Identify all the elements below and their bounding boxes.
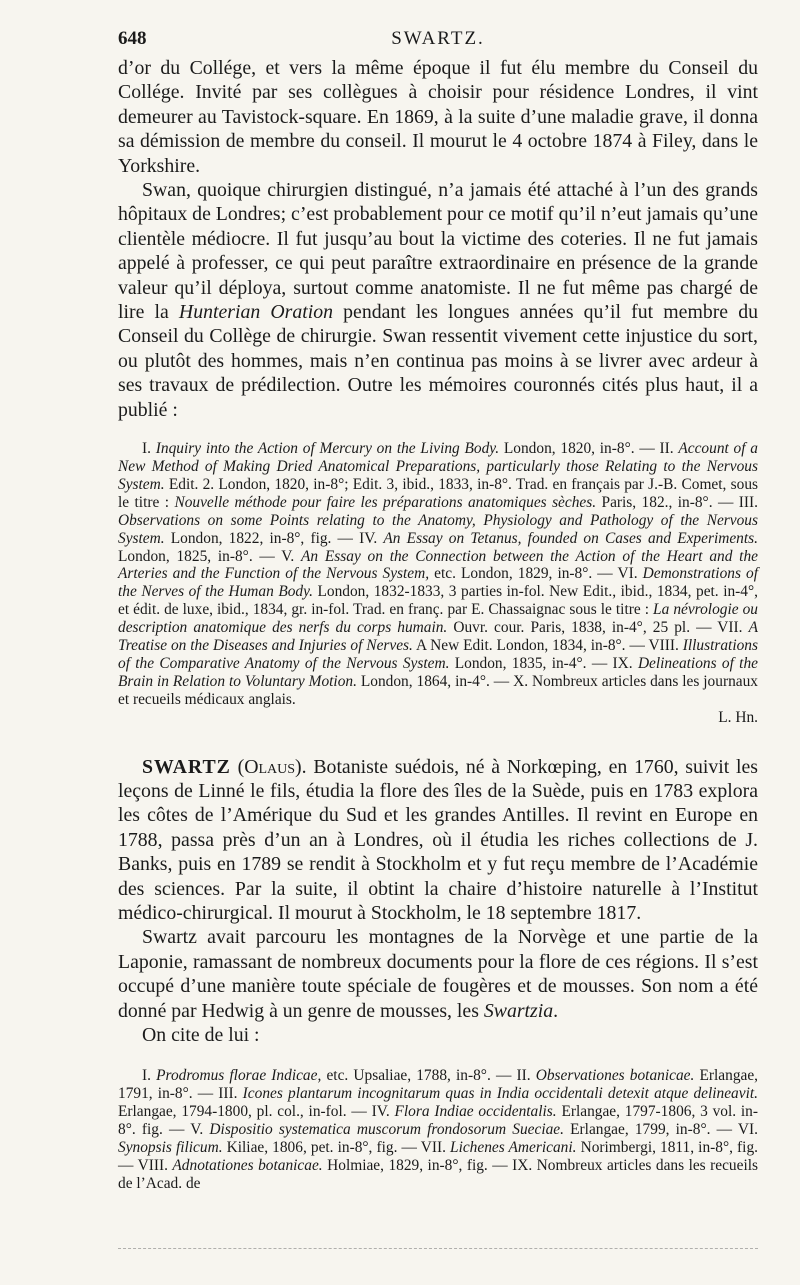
swartz-paragraph-2-text: Swartz avait parcouru les montagnes de la Norvège et une partie de la Laponie, ramassant de nombreux documents pour la flore de ces régions. Il s’est occupé d’une manière toute spéciale de fougères et de mousses. Son nom a été donné par Hedwig à un genre de mousses, les	[118, 926, 758, 1022]
biblio-title: Synopsis filicum.	[118, 1139, 223, 1157]
biblio-title: Lichenes Americani.	[450, 1139, 577, 1157]
hunterian-oration-title: Hunterian Oration	[178, 301, 334, 324]
running-head: SWARTZ.	[391, 28, 485, 49]
page-body	[118, 56, 758, 1193]
biblio-text: I.	[142, 1067, 157, 1085]
biblio-title: Observations on some Points relating to the Anatomy, Physiology and Pathology of the Nervous System.	[118, 511, 758, 547]
biblio-text: etc. London, 1829, in-8°. — VI.	[429, 565, 643, 583]
biblio-text: London, 1822, in-8°, fig. — IV.	[164, 529, 384, 547]
biblio-text: Paris, 182., in-8°. — III.	[596, 493, 759, 511]
biblio-title: Account of a New Method of Making Dried Anatomical Preparations, particularly those Relating to the Nervous System.	[118, 440, 758, 493]
biblio-title: Adnotationes botanicae.	[172, 1157, 323, 1174]
entry-first-name: (Olaus)	[237, 755, 302, 778]
entry-headword: SWARTZ	[142, 755, 231, 778]
biblio-title: La névrologie ou description anatomique des nerfs du corps humain.	[118, 601, 758, 637]
swartz-paragraph-2-end: .	[553, 999, 559, 1022]
swartz-paragraph-1-text: . Botaniste suédois, né à Norkœping, en 1760, suivit les leçons de Linné le fils, étudia la flore des îles de la Suède, puis en 1783 explora les côtes de l’Amérique du Sud et les grandes Antilles. Il revint en Europe en 1788, passa près d’un an à Londres, où il étudia les riches collections de J. Banks, puis en 1789 se rendit à Stockholm et y fut reçu membre de l’Académie des sciences. Par la suite, il obtint la chaire d’histoire naturelle à l’Institut médico-chirurgical. Il mourut à Stockholm, le 18 septembre 1817.	[118, 755, 758, 925]
biblio-text: London, 1835, in-4°. — IX.	[449, 654, 638, 672]
biblio-title: Delineations of the Brain in Relation to Voluntary Motion.	[118, 654, 758, 690]
biblio-title: Dispositio systematica muscorum frondosorum Sueciae.	[209, 1121, 564, 1139]
biblio-text: London, 1864, in-4°. — X. Nombreux articles dans les journaux et recueils médicaux anglais.	[118, 672, 758, 708]
biblio-text: Erlangae, 1794-1800, pl. col., in-fol. — IV.	[118, 1103, 395, 1121]
swartzia-genus: Swartzia	[483, 999, 554, 1022]
swan-paragraph-2-text-cont: pendant les longues années qu’il fut membre du Conseil du Collège de chirurgie. Swan ressentit vivement cette injustice du sort, ou plutôt des hommes, mais n’en continua pas moins à se livrer avec ardeur à ses travaux de prédilection. Outre les mémoires couronnés cités plus haut, il a publié :	[118, 301, 759, 421]
biblio-text: London, 1832-1833, 3 parties in-fol. New Edit., ibid., 1834, pet. in-4°, et édit. de luxe, ibid., 1834, gr. in-fol. Trad. en franç. par E. Chassaignac sous le titre :	[118, 583, 758, 619]
biblio-title: Icones plantarum incognitarum quas in India occidentali detexit atque delineavit.	[242, 1085, 758, 1103]
swan-paragraph-2-text: Swan, quoique chirurgien distingué, n’a jamais été attaché à l’un des grands hôpitaux de Londres; c’est probablement pour ce motif qu’il n’eut jamais qu’une clientèle médiocre. Il fut jusqu’au bout la victime des coteries. Il ne fut jamais appelé à professer, ce qui peut paraître extraordinaire en présence de la grande valeur qu’il déploya, surtout comme anatomiste. Il ne fut même pas chargé de lire la	[118, 179, 758, 324]
biblio-title: Demonstrations of the Nerves of the Human Body.	[118, 565, 758, 601]
page-number: 648	[118, 28, 147, 49]
biblio-title: Prodromus florae Indicae,	[156, 1067, 322, 1085]
biblio-text: I.	[142, 440, 156, 458]
swartz-paragraph-2	[118, 925, 758, 1023]
biblio-text: A New Edit. London, 1834, in-8°. — VIII.	[412, 637, 683, 655]
biblio-text: Erlangae, 1797-1806, 3 vol. in-8°. fig. — V.	[118, 1103, 758, 1139]
biblio-text: Kiliae, 1806, pet. in-8°, fig. — VII.	[222, 1139, 451, 1157]
biblio-title: An Essay on Tetanus, founded on Cases and Experiments.	[383, 529, 758, 547]
biblio-title: An Essay on the Connection between the Action of the Heart and the Arteries and the Function of the Nervous System,	[118, 547, 758, 583]
biblio-title: Observationes botanicae.	[535, 1067, 695, 1085]
author-signature: L. Hn.	[718, 708, 758, 726]
swan-paragraph-2	[118, 178, 758, 422]
biblio-text: London, 1825, in-8°. — V.	[118, 547, 302, 565]
swan-bibliography	[118, 440, 758, 727]
biblio-text: etc. Upsaliae, 1788, in-8°. — II.	[321, 1067, 536, 1085]
biblio-title: Flora Indiae occidentalis.	[394, 1103, 557, 1121]
biblio-text: Holmiae, 1829, in-8°, fig. — IX. Nombreux articles dans les recueils de l’Acad. de	[118, 1157, 759, 1192]
biblio-text: Norimbergi, 1811, in-8°, fig. — VIII.	[118, 1139, 759, 1174]
swartz-bibliography	[118, 1067, 758, 1192]
bottom-rule	[118, 1248, 758, 1249]
biblio-text: Edit. 2. London, 1820, in-8°; Edit. 3, ibid., 1833, in-8°. Trad. en français par J.-B. Comet, sous le titre :	[118, 475, 758, 511]
biblio-text: Ouvr. cour. Paris, 1838, in-4°, 25 pl. — VII.	[447, 619, 749, 637]
biblio-text: Erlangae, 1791, in-8°. — III.	[118, 1067, 759, 1103]
biblio-text: Erlangae, 1799, in-8°. — VI.	[563, 1121, 758, 1139]
swartz-paragraph-3: On cite de lui :	[142, 1024, 260, 1047]
swan-paragraph-1: d’or du Collége, et vers la même époque il fut élu membre du Conseil du Collége. Invité par ses collègues à choisir pour résidence Londres, il vint demeurer au Tavistock-square. En 1869, à la suite d’une maladie grave, il donna sa démission de membre du conseil. Il mourut le 4 octobre 1874 à Filey, dans le Yorkshire.	[118, 57, 758, 177]
biblio-title: A Treatise on the Diseases and Injuries of Nerves.	[118, 619, 758, 655]
biblio-title: Illustrations of the Comparative Anatomy of the Nervous System.	[118, 637, 758, 672]
swartz-paragraph-1	[118, 755, 758, 926]
biblio-text: London, 1820, in-8°. — II.	[499, 440, 679, 458]
page-header	[118, 28, 758, 52]
biblio-title: Nouvelle méthode pour faire les préparations anatomiques sèches.	[174, 493, 597, 511]
biblio-title: Inquiry into the Action of Mercury on the Living Body.	[155, 440, 500, 458]
